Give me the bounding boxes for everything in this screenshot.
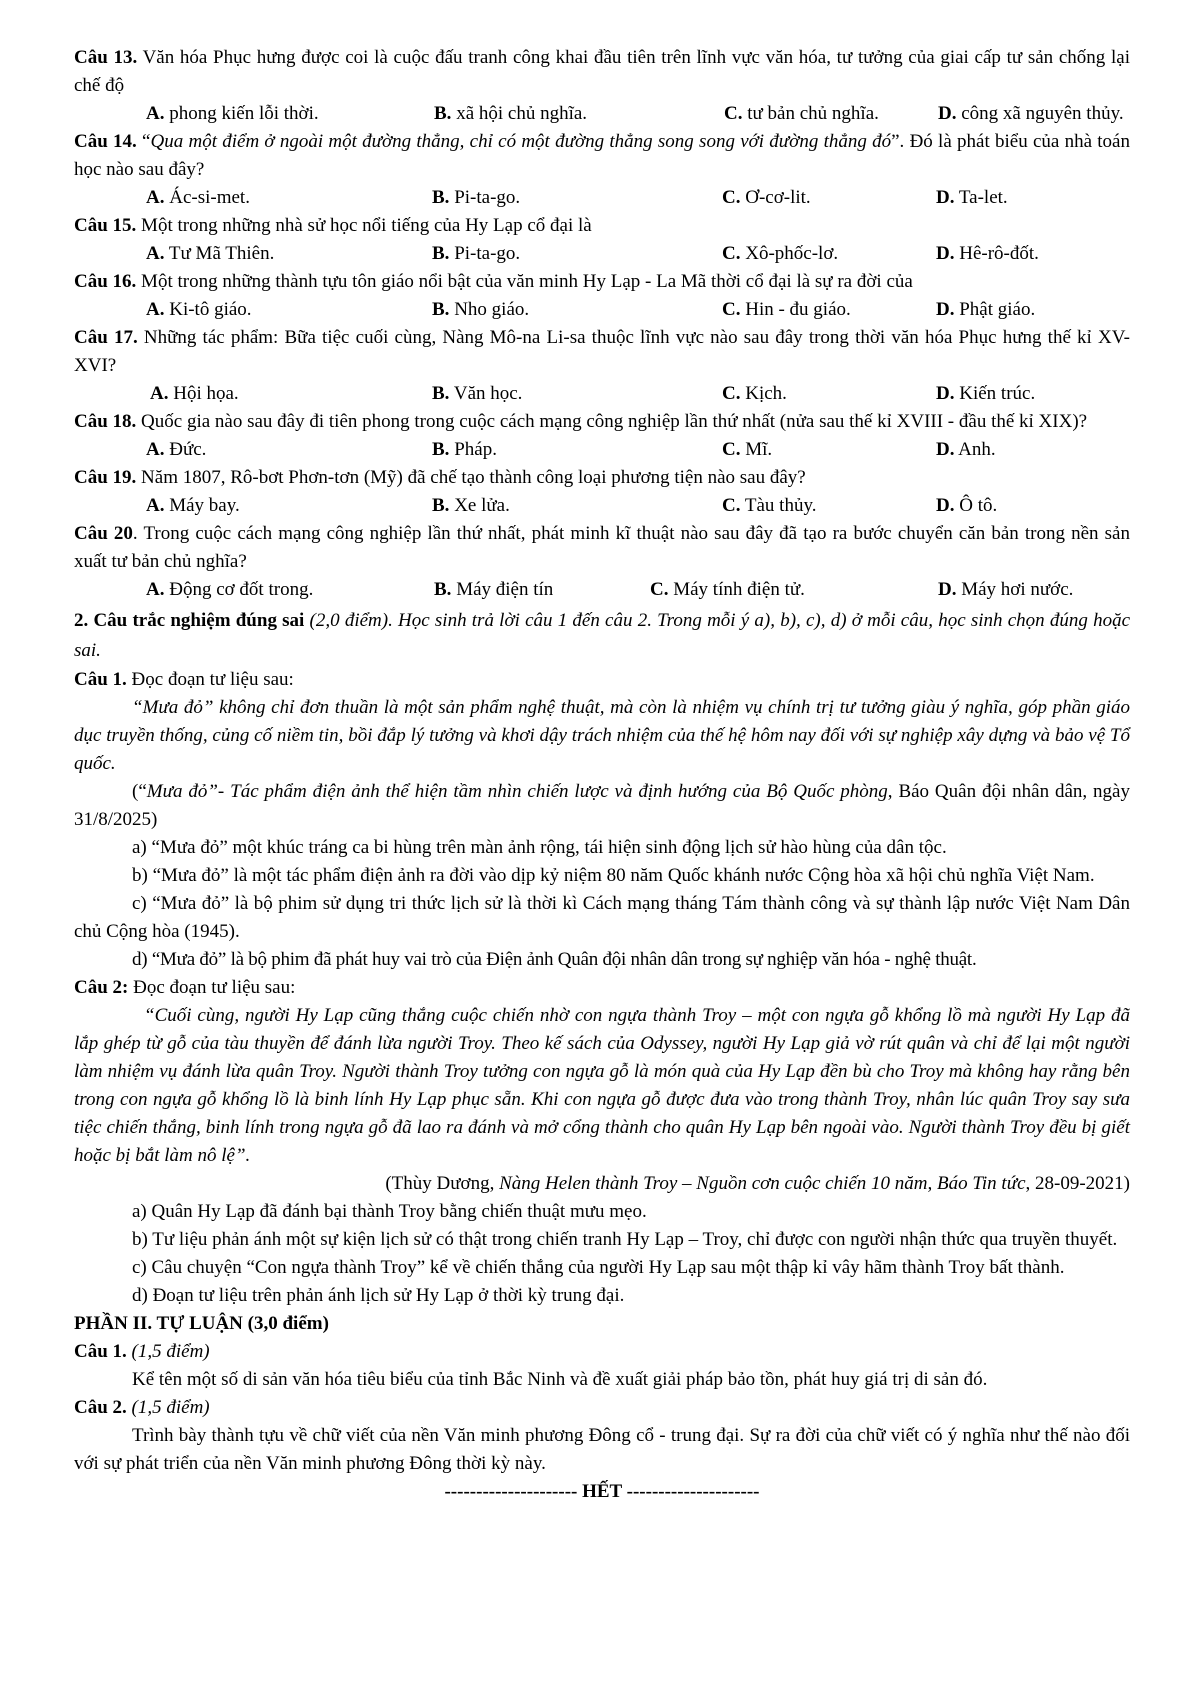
option-d: D. Anh.	[936, 439, 996, 460]
tf-q1-item-b: b) “Mưa đỏ” là một tác phẩm điện ảnh ra đời vào dịp kỷ niệm 80 năm Quốc khánh nước Cộng hòa xã hội chủ nghĩa Việt Nam.	[132, 865, 1095, 886]
option-b: B. Pi-ta-go.	[432, 187, 521, 208]
option-c: C. Xô-phốc-lơ.	[722, 243, 839, 264]
options-15	[74, 240, 1130, 268]
option-d: D. Ô tô.	[936, 495, 998, 516]
question-label: Câu 18.	[74, 411, 137, 432]
question-17	[74, 324, 1130, 380]
option-a: A. Tư Mã Thiên.	[146, 243, 275, 264]
question-text: . Trong cuộc cách mạng công nghiệp lần thứ nhất, phát minh kĩ thuật nào sau đây đã tạo ra bước chuyển căn bản trong nền sản xuất tư bản chủ nghĩa?	[74, 523, 1130, 572]
option-a: A. Đức.	[146, 439, 207, 460]
option-a: A. Máy bay.	[146, 495, 240, 516]
question-text: Văn hóa Phục hưng được coi là cuộc đấu tranh công khai đầu tiên trên lĩnh vực văn hóa, tư tưởng của giai cấp tư sản chống lại chế độ	[74, 47, 1130, 96]
tf-q2-item-d: d) Đoạn tư liệu trên phản ánh lịch sử Hy Lạp ở thời kỳ trung đại.	[132, 1285, 625, 1306]
tf-q1-item-d: d) “Mưa đỏ” là bộ phim đã phát huy vai trò của Điện ảnh Quân đội nhân dân trong sự nghiệp văn hóa - nghệ thuật.	[132, 949, 977, 970]
options-18	[74, 436, 1130, 464]
option-d: D. Phật giáo.	[936, 299, 1036, 320]
option-a: A. Động cơ đốt trong.	[146, 579, 314, 600]
tf-q1-source: (“Mưa đỏ”- Tác phẩm điện ảnh thể hiện tầm nhìn chiến lược và định hướng của Bộ Quốc phòng, Báo Quân đội nhân dân, ngày 31/8/2025)	[74, 781, 1130, 830]
options-17	[74, 380, 1130, 408]
question-text: Một trong những thành tựu tôn giáo nổi bật của văn minh Hy Lạp - La Mã thời cổ đại là sự ra đời của	[136, 271, 913, 292]
true-false-section-heading: 2. Câu trắc nghiệm đúng sai (2,0 điểm). Học sinh trả lời câu 1 đến câu 2. Trong mỗi ý a), b), c), d) ở mỗi câu, học sinh chọn đúng hoặc sai.	[74, 610, 1131, 661]
question-label: Câu 15.	[74, 215, 137, 236]
question-text: Năm 1807, Rô-bơt Phơn-tơn (Mỹ) đã chế tạo thành công loại phương tiện nào sau đây?	[136, 467, 806, 488]
question-text: Quốc gia nào sau đây đi tiên phong trong cuộc cách mạng công nghiệp lần thứ nhất (nửa sau thế kỉ XVIII - đầu thế kỉ XIX)?	[136, 411, 1088, 432]
option-c: C. Tàu thủy.	[722, 495, 817, 516]
options-19	[74, 492, 1130, 520]
question-18	[74, 408, 1130, 436]
option-a: A. Ác-si-met.	[146, 187, 250, 208]
question-20	[74, 520, 1130, 576]
question-13	[74, 44, 1130, 100]
question-text: Một trong những nhà sử học nổi tiếng của Hy Lạp cổ đại là	[136, 215, 592, 236]
question-label: Câu 2.	[74, 1397, 127, 1418]
question-label: Câu 1.	[74, 1341, 127, 1362]
option-b: B. Máy điện tín	[434, 579, 554, 600]
option-b: B. xã hội chủ nghĩa.	[434, 103, 588, 124]
essay-q1-text: Kể tên một số di sản văn hóa tiêu biểu của tỉnh Bắc Ninh và đề xuất giải pháp bảo tồn, phát huy giá trị di sản đó.	[132, 1369, 988, 1390]
option-c: C. Ơ-cơ-lit.	[722, 187, 811, 208]
question-label: Câu 20	[74, 523, 133, 544]
question-15	[74, 212, 1130, 240]
tf-q2-item-c: c) Câu chuyện “Con ngựa thành Troy” kể về chiến thắng của người Hy Lạp sau một thập kỉ vây hãm thành Troy bất thành.	[132, 1257, 1065, 1278]
question-19	[74, 464, 1130, 492]
tf-q2-source: (Thùy Dương, Nàng Helen thành Troy – Nguồn cơn cuộc chiến 10 năm, Báo Tin tức, 28-09-2021)	[385, 1173, 1130, 1194]
option-b: B. Pi-ta-go.	[432, 243, 521, 264]
question-label: Câu 19.	[74, 467, 137, 488]
options-20	[74, 576, 1130, 604]
option-c: C. tư bản chủ nghĩa.	[724, 103, 879, 124]
tf-q1-item-a: a) “Mưa đỏ” một khúc tráng ca bi hùng trên màn ảnh rộng, tái hiện sinh động lịch sử hào hùng của dân tộc.	[132, 837, 947, 858]
tf-question-1: Câu 1. Đọc đoạn tư liệu sau:	[74, 669, 294, 690]
question-text: Những tác phẩm: Bữa tiệc cuối cùng, Nàng Mô-na Li-sa thuộc lĩnh vực nào sau đây trong thời văn hóa Phục hưng thế kỉ XV-XVI?	[74, 327, 1130, 376]
option-a: A. Ki-tô giáo.	[146, 299, 252, 320]
question-label: Câu 16.	[74, 271, 137, 292]
question-label: Câu 2:	[74, 977, 129, 998]
option-b: B. Pháp.	[432, 439, 497, 460]
question-label: Câu 17.	[74, 327, 138, 348]
essay-section-title: PHẦN II. TỰ LUẬN (3,0 điểm)	[74, 1313, 329, 1334]
tf-q1-quote: “Mưa đỏ” không chỉ đơn thuần là một sản phẩm nghệ thuật, mà còn là nhiệm vụ chính trị tư tưởng giàu ý nghĩa, góp phần giáo dục truyền thống, củng cố niềm tin, bồi đắp lý tưởng và khơi dậy trách nhiệm của thế hệ hôm nay đối với sự nghiệp xây dựng và bảo vệ Tổ quốc.	[74, 697, 1130, 774]
question-label: Câu 13.	[74, 47, 138, 68]
question-label: Câu 14.	[74, 131, 137, 152]
option-c: C. Hin - đu giáo.	[722, 299, 851, 320]
option-c: C. Máy tính điện tử.	[650, 579, 805, 600]
option-a: A. Hội họa.	[150, 383, 239, 404]
option-b: B. Văn học.	[432, 383, 523, 404]
tf-question-2: Câu 2: Đọc đoạn tư liệu sau:	[74, 977, 296, 998]
option-b: B. Xe lửa.	[432, 495, 510, 516]
options-14	[74, 184, 1130, 212]
essay-question-1: Câu 1. (1,5 điểm)	[74, 1341, 210, 1362]
tf-q1-item-c: c) “Mưa đỏ” là bộ phim sử dụng tri thức lịch sử là thời kì Cách mạng tháng Tám thành công và sự thành lập nước Việt Nam Dân chủ Cộng hòa (1945).	[74, 893, 1130, 942]
essay-question-2: Câu 2. (1,5 điểm)	[74, 1397, 210, 1418]
option-c: C. Mĩ.	[722, 439, 773, 460]
options-13	[74, 100, 1130, 128]
quote-text: Qua một điểm ở ngoài một đường thẳng, chỉ có một đường thẳng song song với đường thẳng đó	[150, 131, 892, 152]
question-14: Câu 14. “Qua một điểm ở ngoài một đường thẳng, chỉ có một đường thẳng song song với đường thẳng đó”. Đó là phát biểu của nhà toán học nào sau đây?	[74, 131, 1130, 180]
option-d: D. công xã nguyên thủy.	[938, 103, 1124, 124]
tf-q2-item-b: b) Tư liệu phản ánh một sự kiện lịch sử có thật trong chiến tranh Hy Lạp – Troy, chỉ được con người nhận thức qua truyền thuyết.	[132, 1229, 1118, 1250]
question-16	[74, 268, 1130, 296]
option-d: D. Kiến trúc.	[936, 383, 1036, 404]
tf-q2-item-a: a) Quân Hy Lạp đã đánh bại thành Troy bằng chiến thuật mưu mẹo.	[132, 1201, 647, 1222]
option-c: C. Kịch.	[722, 383, 787, 404]
option-d: D. Hê-rô-đốt.	[936, 243, 1039, 264]
options-16	[74, 296, 1130, 324]
option-d: D. Máy hơi nước.	[938, 579, 1074, 600]
option-d: D. Ta-let.	[936, 187, 1008, 208]
end-mark: --------------------- HẾT ---------------------	[444, 1481, 760, 1502]
tf-q2-quote: “Cuối cùng, người Hy Lạp cũng thắng cuộc chiến nhờ con ngựa thành Troy – một con ngựa gỗ khổng lồ mà người Hy Lạp đã lắp ghép từ gỗ của tàu thuyền để đánh lừa người Troy. Theo kế sách của Odyssey, người Hy Lạp giả vờ rút quân và chỉ để lại một người làm nhiệm vụ đánh lừa quân Troy. Người thành Troy tưởng con ngựa gỗ là món quà của Hy Lạp đền bù cho Troy mà không hay rằng bên trong con ngựa gỗ khổng lồ là binh lính Hy Lạp phục sẵn. Khi con ngựa gỗ được đưa vào trong thành Troy, nhân lúc quân Troy say sưa tiệc chiến thắng, binh lính trong ngựa gỗ đã lao ra đánh và mở cổng thành cho quân Hy Lạp bên ngoài vào. Người thành Troy đều bị giết hoặc bị bắt làm nô lệ”.	[74, 1005, 1130, 1166]
essay-q2-text: Trình bày thành tựu về chữ viết của nền Văn minh phương Đông cổ - trung đại. Sự ra đời của chữ viết có ý nghĩa như thế nào đối với sự phát triển của nền Văn minh phương Đông thời kỳ này.	[74, 1425, 1130, 1474]
option-b: B. Nho giáo.	[432, 299, 530, 320]
question-label: Câu 1.	[74, 669, 127, 690]
option-a: A. phong kiến lỗi thời.	[146, 103, 319, 124]
